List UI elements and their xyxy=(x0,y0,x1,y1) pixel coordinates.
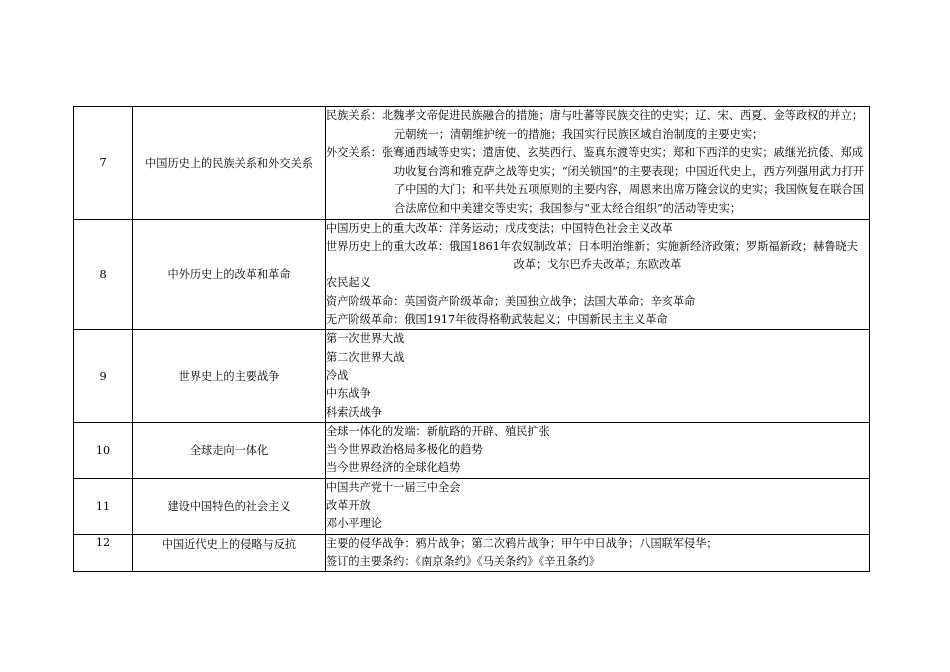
table-row xyxy=(74,534,870,572)
row-content xyxy=(326,422,870,478)
row-number: 10 xyxy=(74,422,133,478)
list-item: 邓小平理论 xyxy=(326,517,382,531)
table-row xyxy=(74,422,870,478)
row-topic: 建设中国特色的社会主义 xyxy=(133,478,326,534)
row-content xyxy=(326,219,870,330)
list-item: 改革开放 xyxy=(326,499,371,513)
row-content xyxy=(326,534,870,572)
row-content xyxy=(326,478,870,534)
list-item: 科索沃战争 xyxy=(326,405,382,419)
row-content xyxy=(326,330,870,422)
row-content xyxy=(326,107,870,220)
table-row xyxy=(74,107,870,220)
content-line: 中国历史上的重大改革：洋务运动；戊戌变法；中国特色社会主义改革 xyxy=(326,221,673,235)
list-item: 中东战争 xyxy=(326,387,371,401)
content-paragraph: 外交关系：张骞通西域等史实；遣唐使、玄奘西行、鉴真东渡等史实；郑和下西洋的史实；戚继光抗倭、郑成功收复台湾和雅克萨之战等史实；“闭关锁国”的主要表现；中国近代史上，西方列强用武力打开了中国的大门；和平共处五项原则的主要内容，周恩来出席万隆会议的史实；我国恢复在联合国合法席位和中美建交等史实；我国参与“亚太经合组织”的活动等史实； xyxy=(326,146,865,215)
content-line: 世界历史上的重大改革：俄国1861年农奴制改革；日本明治维新；实施新经济政策；罗斯福新政；赫鲁晓夫 xyxy=(326,239,858,253)
row-topic: 中国历史上的民族关系和外交关系 xyxy=(133,107,326,220)
list-item: 主要的侵华战争：鸦片战争；第二次鸦片战争；甲午中日战争；八国联军侵华； xyxy=(326,536,718,550)
list-item: 中国共产党十一届三中全会 xyxy=(326,480,461,494)
content-paragraph: 民族关系：北魏孝文帝促进民族融合的措施；唐与吐蕃等民族交往的史实；辽、宋、西夏、金等政权的并立；元朝统一；清朝维护统一的措施；我国实行民族区域自治制度的主要史实； xyxy=(326,109,864,141)
table-row xyxy=(74,219,870,330)
row-topic: 全球走向一体化 xyxy=(133,422,326,478)
row-number: 12 xyxy=(74,534,133,572)
table-row xyxy=(74,478,870,534)
list-item: 冷战 xyxy=(326,368,349,382)
row-topic: 中国近代史上的侵略与反抗 xyxy=(133,534,326,572)
topics-table xyxy=(73,106,870,572)
list-item: 签订的主要条约：《南京条约》《马关条约》《辛丑条约》 xyxy=(326,554,601,568)
list-item: 全球一体化的发端：新航路的开辟、殖民扩张 xyxy=(326,424,550,438)
row-number: 9 xyxy=(74,330,133,422)
content-line: 改革；戈尔巴乔夫改革；东欧改革 xyxy=(513,258,682,272)
row-number: 8 xyxy=(74,219,133,330)
content-line: 资产阶级革命：英国资产阶级革命；美国独立战争；法国大革命；辛亥革命 xyxy=(326,294,696,308)
content-line: 无产阶级革命：俄国1917年彼得格勒武装起义；中国新民主主义革命 xyxy=(326,313,668,327)
table-row xyxy=(74,330,870,422)
row-topic: 世界史上的主要战争 xyxy=(133,330,326,422)
list-item: 当今世界经济的全球化趋势 xyxy=(326,461,461,475)
row-number: 7 xyxy=(74,107,133,220)
list-item: 第二次世界大战 xyxy=(326,350,405,364)
content-line: 农民起义 xyxy=(326,276,371,290)
list-item: 当今世界政治格局多极化的趋势 xyxy=(326,443,483,457)
row-topic: 中外历史上的改革和革命 xyxy=(133,219,326,330)
row-number: 11 xyxy=(74,478,133,534)
list-item: 第一次世界大战 xyxy=(326,332,405,346)
